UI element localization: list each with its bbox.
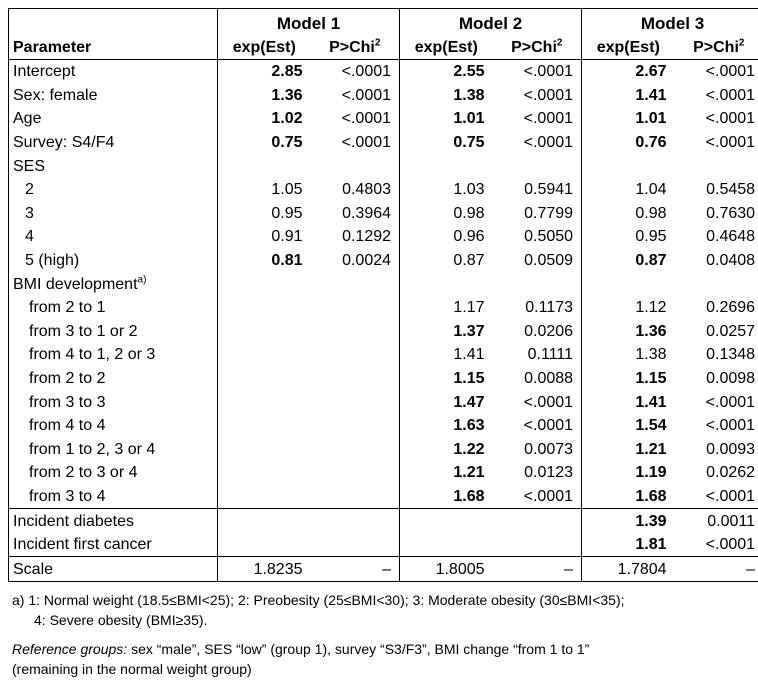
estimate-value: 1.37 bbox=[400, 320, 493, 344]
estimate-value: 0.98 bbox=[582, 202, 675, 226]
estimate-value: 1.41 bbox=[400, 343, 493, 367]
p-column-header-3: P>Chi$^2$ bbox=[675, 35, 758, 60]
estimate-value: 0.91 bbox=[218, 225, 311, 249]
p-value: 0.0123 bbox=[524, 464, 574, 482]
regression-results-table bbox=[8, 8, 758, 582]
p-value: 0.1111 bbox=[527, 346, 574, 364]
parameter-label bbox=[9, 509, 218, 533]
table-row bbox=[9, 438, 758, 462]
p-column-header-2: P>Chi$^2$ bbox=[493, 35, 582, 60]
estimate-value: 1.36 bbox=[218, 84, 311, 108]
p-value: 0.5941 bbox=[524, 181, 574, 199]
p-value: <.0001 bbox=[675, 60, 758, 84]
reference-groups-label: Reference groups: bbox=[12, 641, 128, 658]
parameter-label bbox=[9, 485, 218, 509]
p-value: 0.2696 bbox=[675, 296, 758, 320]
estimate-value: 0.87 bbox=[400, 249, 493, 273]
p-value: 0.7630 bbox=[675, 202, 758, 226]
p-value: <.0001 bbox=[341, 134, 392, 152]
estimate-value: 1.36 bbox=[582, 320, 675, 344]
estimate-value bbox=[218, 272, 311, 296]
p-value: <.0001 bbox=[523, 86, 574, 104]
table-row bbox=[9, 202, 758, 226]
table-row bbox=[9, 178, 758, 202]
table-row bbox=[9, 272, 758, 296]
parameter-label bbox=[9, 343, 218, 367]
parameter-label bbox=[9, 320, 218, 344]
estimate-value: 1.21 bbox=[400, 461, 493, 485]
p-value: <.0001 bbox=[523, 393, 574, 411]
estimate-value: 0.75 bbox=[400, 131, 493, 155]
table-row bbox=[9, 249, 758, 273]
estimate-value: 1.7804 bbox=[582, 557, 675, 582]
estimate-value bbox=[218, 533, 311, 557]
parameter-label bbox=[9, 131, 218, 155]
parameter-label-text: 3 bbox=[25, 204, 34, 222]
p-value bbox=[311, 296, 400, 320]
estimate-value: 0.87 bbox=[582, 249, 675, 273]
parameter-label bbox=[9, 154, 218, 178]
table-row bbox=[9, 107, 758, 131]
estimate-value bbox=[218, 461, 311, 485]
estimate-value: 1.01 bbox=[400, 107, 493, 131]
p-value bbox=[311, 390, 400, 414]
p-value: 0.1348 bbox=[675, 343, 758, 367]
estimate-value: 1.12 bbox=[582, 296, 675, 320]
parameter-label-text: Incident diabetes bbox=[13, 512, 134, 530]
estimate-value: 1.38 bbox=[582, 343, 675, 367]
p-value: 0.3964 bbox=[342, 204, 392, 222]
estimate-value bbox=[400, 154, 493, 178]
reference-groups-line-2: (remaining in the normal weight group) bbox=[12, 661, 252, 678]
p-value bbox=[493, 533, 582, 557]
p-value: <.0001 bbox=[341, 63, 392, 81]
estimate-value: 1.41 bbox=[582, 84, 675, 108]
parameter-label-text: from 2 to 2 bbox=[29, 370, 106, 388]
est-column-header-1: exp(Est) bbox=[218, 35, 311, 60]
estimate-value bbox=[218, 509, 311, 533]
parameter-label bbox=[9, 367, 218, 391]
p-value bbox=[311, 272, 400, 296]
table-row bbox=[9, 154, 758, 178]
p-value bbox=[311, 461, 400, 485]
p-value: <.0001 bbox=[675, 390, 758, 414]
p-value: <.0001 bbox=[341, 110, 392, 128]
parameter-label-text: Age bbox=[13, 110, 42, 128]
parameter-label-text: Sex: female bbox=[13, 86, 98, 104]
parameter-column-header: Parameter bbox=[9, 35, 218, 60]
p-value: 0.4803 bbox=[342, 181, 392, 199]
estimate-value: 1.03 bbox=[400, 178, 493, 202]
table-row bbox=[9, 225, 758, 249]
p-value: 0.0011 bbox=[675, 509, 758, 533]
p-value bbox=[493, 509, 582, 533]
p-value: 0.0262 bbox=[675, 461, 758, 485]
estimate-value: 1.15 bbox=[582, 367, 675, 391]
table-row bbox=[9, 84, 758, 108]
p-column-header-1: P>Chi$^2$ bbox=[311, 35, 400, 60]
p-value bbox=[311, 320, 400, 344]
estimate-value: 1.04 bbox=[582, 178, 675, 202]
p-value: 0.0093 bbox=[675, 438, 758, 462]
p-value bbox=[311, 533, 400, 557]
p-value: 0.5458 bbox=[675, 178, 758, 202]
parameter-label-text: 5 (high) bbox=[25, 252, 80, 270]
p-value: <.0001 bbox=[341, 86, 392, 104]
estimate-value: 1.05 bbox=[218, 178, 311, 202]
parameter-label bbox=[9, 84, 218, 108]
p-value: 0.0206 bbox=[524, 322, 574, 340]
footnote-marker: a) bbox=[137, 274, 147, 286]
estimate-value: 2.55 bbox=[400, 60, 493, 84]
model-1-header: Model 1 bbox=[218, 9, 400, 36]
estimate-value bbox=[218, 414, 311, 438]
table-row bbox=[9, 461, 758, 485]
results-table-container bbox=[8, 8, 756, 679]
estimate-value: 1.54 bbox=[582, 414, 675, 438]
p-value: 0.0088 bbox=[524, 370, 574, 388]
p-value: <.0001 bbox=[493, 485, 582, 509]
parameter-label bbox=[9, 438, 218, 462]
p-value: <.0001 bbox=[675, 414, 758, 438]
parameter-label-text: SES bbox=[13, 157, 46, 175]
p-value: 0.1173 bbox=[525, 299, 574, 317]
estimate-value bbox=[582, 272, 675, 296]
estimate-value bbox=[218, 367, 311, 391]
parameter-label-text: from 1 to 2, 3 or 4 bbox=[29, 440, 156, 458]
estimate-value: 0.76 bbox=[582, 131, 675, 155]
parameter-label-text: Incident first cancer bbox=[13, 536, 152, 554]
estimate-value: 1.47 bbox=[400, 390, 493, 414]
parameter-label bbox=[9, 60, 218, 84]
estimate-value: 1.02 bbox=[218, 107, 311, 131]
p-value: 0.4648 bbox=[675, 225, 758, 249]
scale-row bbox=[9, 557, 758, 582]
estimate-value: 1.41 bbox=[582, 390, 675, 414]
table-body bbox=[9, 60, 758, 582]
table-row bbox=[9, 390, 758, 414]
estimate-value: 1.68 bbox=[400, 485, 493, 509]
parameter-label bbox=[9, 414, 218, 438]
p-value bbox=[311, 343, 400, 367]
reference-groups-text: sex “male”, SES “low” (group 1), survey “S3/F3”, BMI change “from 1 to 1” bbox=[127, 641, 590, 658]
table-row bbox=[9, 131, 758, 155]
table-row bbox=[9, 60, 758, 84]
p-value: 0.0509 bbox=[524, 252, 574, 270]
p-value: 0.0408 bbox=[675, 249, 758, 273]
p-value: – bbox=[675, 557, 758, 582]
parameter-label-text: BMI development bbox=[13, 275, 138, 293]
estimate-value: 1.68 bbox=[582, 485, 675, 509]
p-value bbox=[311, 509, 400, 533]
parameter-label-text: 2 bbox=[25, 181, 34, 199]
estimate-value bbox=[400, 509, 493, 533]
parameter-label-text: from 3 to 1 or 2 bbox=[29, 322, 138, 340]
parameter-label-text: from 3 to 3 bbox=[29, 393, 106, 411]
p-value bbox=[311, 414, 400, 438]
estimate-value bbox=[582, 154, 675, 178]
estimate-value bbox=[218, 438, 311, 462]
estimate-value bbox=[218, 343, 311, 367]
p-value: 0.0024 bbox=[342, 252, 392, 270]
parameter-label-text: 4 bbox=[25, 228, 34, 246]
p-value bbox=[311, 154, 400, 178]
est-column-header-2: exp(Est) bbox=[400, 35, 493, 60]
header-blank bbox=[9, 9, 218, 36]
table-row bbox=[9, 509, 758, 533]
estimate-value bbox=[218, 485, 311, 509]
table-row bbox=[9, 296, 758, 320]
parameter-label bbox=[9, 178, 218, 202]
model-3-header: Model 3 bbox=[582, 9, 758, 36]
table-row bbox=[9, 533, 758, 557]
estimate-value: 1.21 bbox=[582, 438, 675, 462]
estimate-value bbox=[218, 390, 311, 414]
p-value: 0.5050 bbox=[524, 228, 574, 246]
p-value: 0.0257 bbox=[675, 320, 758, 344]
table-row bbox=[9, 320, 758, 344]
estimate-value: 1.39 bbox=[582, 509, 675, 533]
estimate-value: 0.96 bbox=[400, 225, 493, 249]
parameter-label bbox=[9, 390, 218, 414]
estimate-value: 1.19 bbox=[582, 461, 675, 485]
estimate-value: 1.8235 bbox=[218, 557, 311, 582]
p-value bbox=[675, 272, 758, 296]
estimate-value: 0.81 bbox=[218, 249, 311, 273]
p-value: 0.1292 bbox=[342, 228, 392, 246]
estimate-value: 0.95 bbox=[218, 202, 311, 226]
p-value bbox=[311, 485, 400, 509]
table-row bbox=[9, 367, 758, 391]
estimate-value: 2.67 bbox=[582, 60, 675, 84]
p-value: <.0001 bbox=[523, 417, 574, 435]
table-row bbox=[9, 343, 758, 367]
parameter-label-text: Scale bbox=[13, 560, 54, 578]
footnote-a-line-2: 4: Severe obesity (BMI≥35). bbox=[34, 612, 208, 629]
p-value bbox=[493, 154, 582, 178]
parameter-label-text: Survey: S4/F4 bbox=[13, 134, 115, 152]
reference-groups-line-1 bbox=[12, 639, 749, 659]
p-value: <.0001 bbox=[675, 485, 758, 509]
p-value bbox=[493, 272, 582, 296]
estimate-value: 1.81 bbox=[582, 533, 675, 557]
estimate-value: 0.98 bbox=[400, 202, 493, 226]
estimate-value: 1.22 bbox=[400, 438, 493, 462]
estimate-value bbox=[218, 296, 311, 320]
p-value bbox=[311, 367, 400, 391]
parameter-label bbox=[9, 225, 218, 249]
parameter-label-text: Intercept bbox=[13, 63, 76, 81]
p-value: <.0001 bbox=[675, 107, 758, 131]
table-row bbox=[9, 414, 758, 438]
parameter-label-text: from 2 to 3 or 4 bbox=[29, 464, 138, 482]
p-value: <.0001 bbox=[523, 63, 574, 81]
parameter-label bbox=[9, 461, 218, 485]
model-2-header: Model 2 bbox=[400, 9, 582, 36]
p-value: <.0001 bbox=[675, 84, 758, 108]
estimate-value bbox=[218, 154, 311, 178]
estimate-value: 1.63 bbox=[400, 414, 493, 438]
parameter-label bbox=[9, 107, 218, 131]
estimate-value bbox=[400, 533, 493, 557]
p-value: 0.0098 bbox=[675, 367, 758, 391]
estimate-value: 0.75 bbox=[218, 131, 311, 155]
estimate-value: 1.01 bbox=[582, 107, 675, 131]
estimate-value: 1.8005 bbox=[400, 557, 493, 582]
parameter-label-text: from 4 to 1, 2 or 3 bbox=[29, 346, 156, 364]
p-value: <.0001 bbox=[675, 131, 758, 155]
estimate-value: 1.38 bbox=[400, 84, 493, 108]
parameter-label bbox=[9, 249, 218, 273]
p-value: 0.0073 bbox=[524, 440, 574, 458]
p-value: <.0001 bbox=[523, 134, 574, 152]
p-value bbox=[311, 438, 400, 462]
parameter-label bbox=[9, 296, 218, 320]
est-column-header-3: exp(Est) bbox=[582, 35, 675, 60]
p-value: 0.7799 bbox=[524, 204, 574, 222]
parameter-label-text: from 4 to 4 bbox=[29, 417, 106, 435]
estimate-value: 1.15 bbox=[400, 367, 493, 391]
estimate-value: 1.17 bbox=[400, 296, 493, 320]
parameter-label-text: from 2 to 1 bbox=[29, 299, 106, 317]
parameter-label bbox=[9, 272, 218, 296]
p-value: <.0001 bbox=[523, 110, 574, 128]
estimate-value: 0.95 bbox=[582, 225, 675, 249]
p-value: – bbox=[493, 557, 582, 582]
estimate-value: 2.85 bbox=[218, 60, 311, 84]
estimate-value bbox=[400, 272, 493, 296]
parameter-label bbox=[9, 533, 218, 557]
p-value: – bbox=[311, 557, 400, 582]
footnote-a-line-1: a) 1: Normal weight (18.5≤BMI<25); 2: Preobesity (25≤BMI<30); 3: Moderate obesity (30≤BMI<35); bbox=[12, 592, 625, 609]
parameter-label-text: from 3 to 4 bbox=[29, 487, 106, 505]
table-row bbox=[9, 485, 758, 509]
table-footnotes bbox=[8, 590, 749, 679]
parameter-label bbox=[9, 202, 218, 226]
p-value bbox=[675, 154, 758, 178]
p-value: <.0001 bbox=[675, 533, 758, 557]
estimate-value bbox=[218, 320, 311, 344]
parameter-label bbox=[9, 557, 218, 582]
